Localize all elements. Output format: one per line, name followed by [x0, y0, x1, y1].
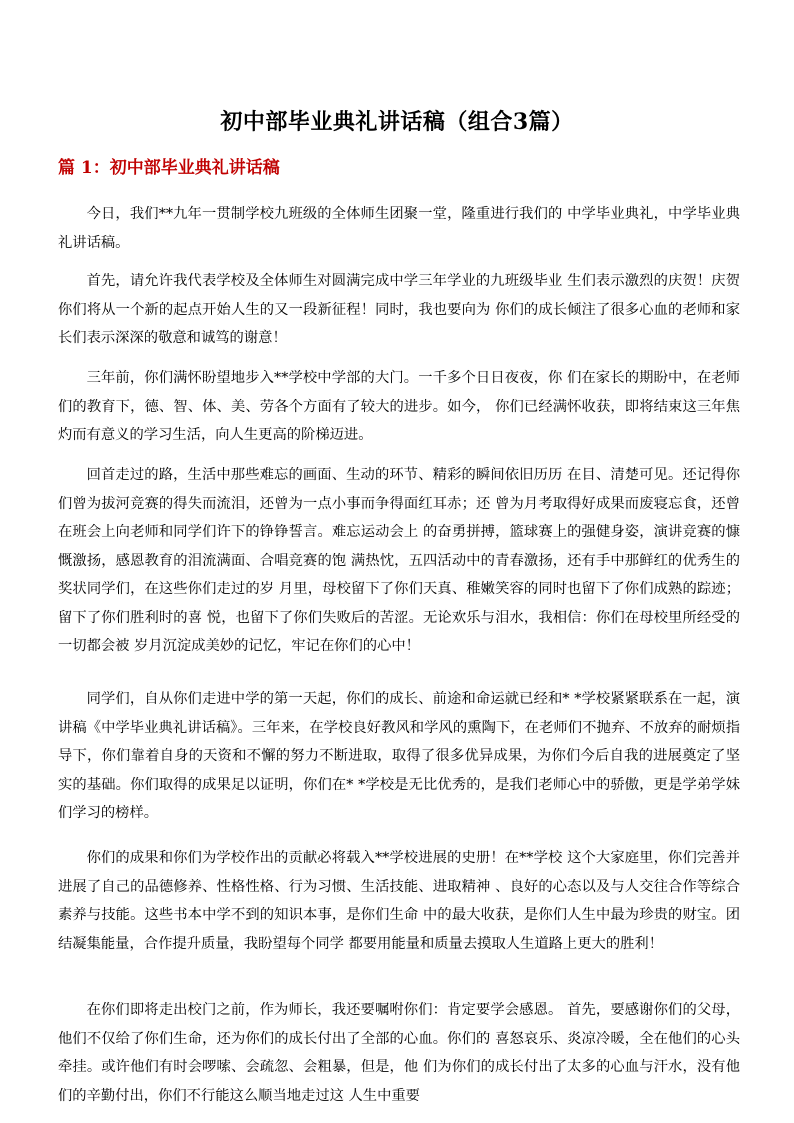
- paragraph: 你们的成果和你们为学校作出的贡献必将载入**学校进展的史册！在**学校 这个大家庭里，你们完善并进展了自己的品德修养、性格性格、行为习惯、生活技能、进取精神 、良好的心态以及与人交往合作等综合素养与技能。这些书本中学不到的知识本事，是你们生命 中的最大收获，是你们人生中最为珍贵的财宝。团结凝集能量，合作提升质量，我盼望每个同学 都要用能量和质量去摸取人生道路上更大的胜利！: [58, 850, 740, 952]
- paragraph: 在你们即将走出校门之前，作为师长，我还要嘱咐你们：肯定要学会感恩。 首先，要感谢你们的父母，他们不仅给了你们生命，还为你们的成长付出了全部的心血。你们的 喜怒哀乐、炎凉冷暖，全在他们的心头牵挂。或许他们有时会啰嗦、会疏忽、会粗暴，但是，他 们为你们的成长付出了太多的心血与汗水，没有他们的辛勤付出，你们不行能这么顺当地走过这 人生中重要: [58, 1002, 740, 1104]
- paragraph: 今日，我们**九年一贯制学校九班级的全体师生团聚一堂，隆重进行我们的 中学毕业典礼，中学毕业典礼讲话稿。: [58, 206, 740, 251]
- paragraph: 首先，请允许我代表学校及全体师生对圆满完成中学三年学业的九班级毕业 生们表示激烈的庆贺！庆贺你们将从一个新的起点开始人生的又一段新征程！同时，我也要向为 你们的成长倾注了很多心血的老师和家长们表示深深的敬意和诚笃的谢意！: [58, 273, 740, 346]
- section-title: 篇 1：初中部毕业典礼讲话稿: [58, 158, 280, 178]
- paragraph: 三年前，你们满怀盼望地步入**学校中学部的大门。一千多个日日夜夜，你 们在家长的期盼中，在老师们的教育下，德、智、体、美、劳各个方面有了较大的进步。如今， 你们已经满怀收获，即将结束这三年焦灼而有意义的学习生活，向人生更高的阶梯迈进。: [58, 370, 740, 443]
- paragraph: 同学们，自从你们走进中学的第一天起，你们的成长、前途和命运就已经和* *学校紧紧联系在一起，演讲稿《中学毕业典礼讲话稿》。三年来，在学校良好教风和学风的熏陶下，在老师们不抛弃、不放弃的耐烦指导下，你们靠着自身的天资和不懈的努力不断进取，取得了很多优异成果，为你们今后自我的进展奠定了坚实的基础。你们取得的成果足以证明，你们在* *学校是无比优秀的，是我们老师心中的骄傲，更是学弟学妹们学习的榜样。: [58, 691, 740, 821]
- document-title: 初中部毕业典礼讲话稿（组合3篇）: [220, 109, 574, 135]
- paragraph: 回首走过的路，生活中那些难忘的画面、生动的环节、精彩的瞬间依旧历历 在目、清楚可见。还记得你们曾为拔河竞赛的得失而流泪，还曾为一点小事而争得面红耳赤；还 曾为月考取得好成果而废寝忘食，还曾在班会上向老师和同学们许下的铮铮誓言。难忘运动会上 的奋勇拼搏，篮球赛上的强健身姿，演讲竞赛的慷慨激扬，感恩教育的泪流满面、合唱竞赛的饱 满热忱，五四活动中的青春激扬，还有手中那鲜红的优秀生的奖状同学们，在这些你们走过的岁 月里，母校留下了你们天真、稚嫩笑容的同时也留下了你们成熟的踪迹；留下了你们胜利时的喜 悦，也留下了你们失败后的苦涩。无论欢乐与泪水，我相信：你们在母校里所经受的一切都会被 岁月沉淀成美妙的记忆，牢记在你们的心中！: [58, 467, 740, 654]
